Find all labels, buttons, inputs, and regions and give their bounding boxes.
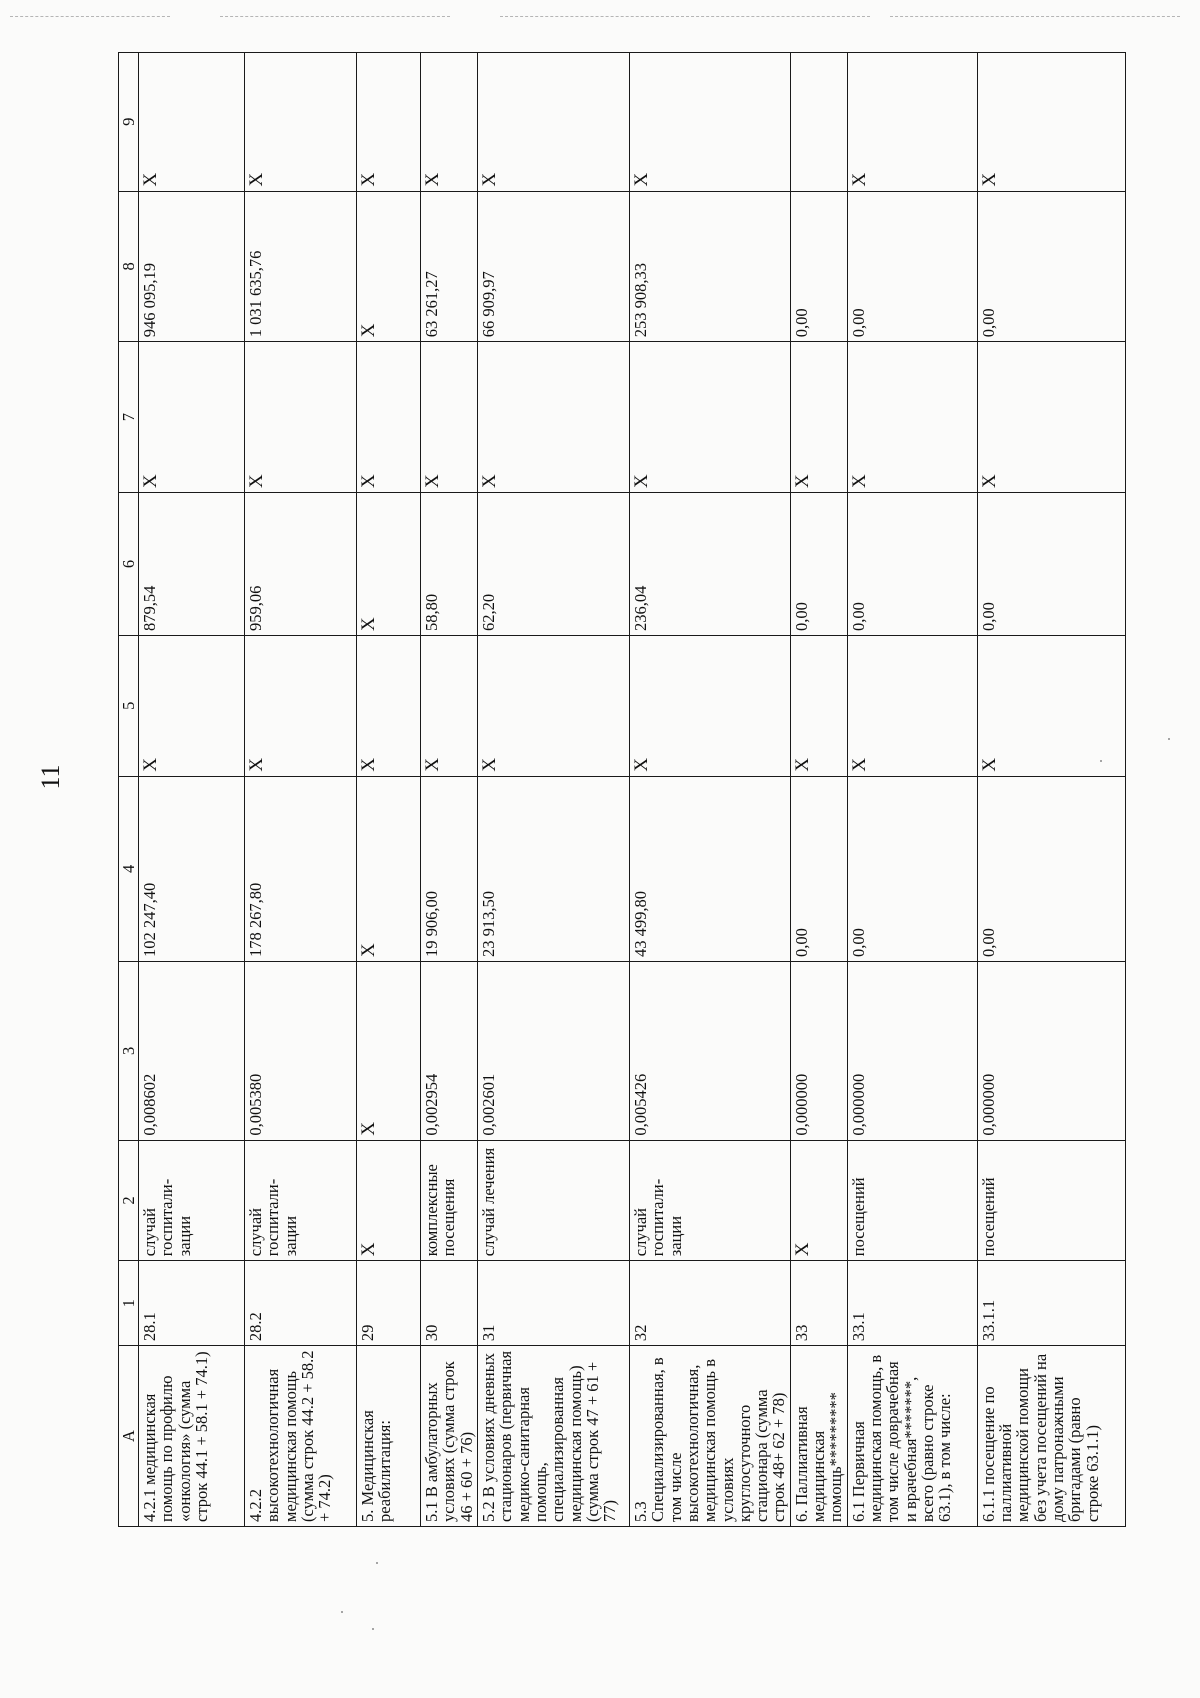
- table-row: [477, 53, 629, 1527]
- cell-volume-norm: X: [357, 962, 421, 1141]
- cell-line-number: 33.1.1: [977, 1261, 1125, 1346]
- table-row: [421, 53, 478, 1527]
- cell-cost-per-unit: 178 267,80: [245, 776, 357, 961]
- cell-col-7: X: [139, 342, 245, 493]
- cell-description: 5.3 Специализированная, в том числе высокотехнологичная, медицинская помощь в условиях круглосуточного стационара (сумма строк 48+ 62 + 78): [629, 1346, 790, 1527]
- cell-col-5: X: [139, 635, 245, 776]
- cell-col-6: 62,20: [477, 493, 629, 636]
- cell-cost-per-unit: 43 499,80: [629, 776, 790, 961]
- cell-volume-norm: 0,005380: [245, 962, 357, 1141]
- cell-description: 5. Медицинская реабилитация:: [357, 1346, 421, 1527]
- cell-description: 5.2 В условиях дневных стационаров (первичная медико-санитарная помощь, специализированная медицинская помощь) (сумма строк 47 + 61 + 77): [477, 1346, 629, 1527]
- cell-col-6: 236,04: [629, 493, 790, 636]
- cell-col-9: X: [629, 53, 790, 192]
- column-header: 4: [119, 776, 139, 961]
- cell-col-9: [790, 53, 847, 192]
- table-row: [629, 53, 790, 1527]
- cell-col-7: X: [977, 342, 1125, 493]
- cell-col-5: X: [847, 635, 977, 776]
- cell-col-8: X: [357, 191, 421, 342]
- cell-line-number: 29: [357, 1261, 421, 1346]
- cell-unit: случай госпитали-зации: [629, 1140, 790, 1261]
- table-row: [245, 53, 357, 1527]
- cell-col-9: X: [977, 53, 1125, 192]
- cell-col-7: X: [847, 342, 977, 493]
- column-header: 9: [119, 53, 139, 192]
- cell-unit: X: [357, 1140, 421, 1261]
- cell-description: 6.1 Первичная медицинская помощь, в том числе доврачебная и врачебная*******, всего (равно строке 63.1), в том числе:: [847, 1346, 977, 1527]
- cell-line-number: 31: [477, 1261, 629, 1346]
- cell-unit: комплексные посещения: [421, 1140, 478, 1261]
- cell-unit: случай лечения: [477, 1140, 629, 1261]
- cell-col-8: 946 095,19: [139, 191, 245, 342]
- column-header: A: [119, 1346, 139, 1527]
- table-row: [139, 53, 245, 1527]
- cell-col-6: X: [357, 493, 421, 636]
- cell-col-7: X: [629, 342, 790, 493]
- scan-speck: [1100, 760, 1102, 762]
- cell-volume-norm: 0,005426: [629, 962, 790, 1141]
- cell-col-7: X: [357, 342, 421, 493]
- scan-speck: [372, 1628, 374, 1630]
- cell-description: 6. Паллиативная медицинская помощь*********: [790, 1346, 847, 1527]
- column-header: 8: [119, 191, 139, 342]
- cell-col-5: X: [477, 635, 629, 776]
- column-header: 2: [119, 1140, 139, 1261]
- cell-line-number: 33: [790, 1261, 847, 1346]
- cell-col-6: 0,00: [977, 493, 1125, 636]
- cell-col-5: X: [245, 635, 357, 776]
- cell-col-5: X: [790, 635, 847, 776]
- cell-col-9: X: [847, 53, 977, 192]
- cell-description: 4.2.2 высокотехнологичная медицинская помощь (сумма строк 44.2 + 58.2 + 74.2): [245, 1346, 357, 1527]
- scan-speck: [1168, 738, 1170, 740]
- cell-col-6: 0,00: [790, 493, 847, 636]
- cell-col-9: X: [245, 53, 357, 192]
- cell-col-6: 879,54: [139, 493, 245, 636]
- cell-col-8: 0,00: [847, 191, 977, 342]
- scan-speck: [376, 1562, 378, 1564]
- rotated-table-container: [118, 52, 1102, 1527]
- cell-col-7: X: [245, 342, 357, 493]
- data-table: [118, 52, 1126, 1527]
- cell-unit: случай госпитали-зации: [245, 1140, 357, 1261]
- cell-volume-norm: 0,002954: [421, 962, 478, 1141]
- column-header: 7: [119, 342, 139, 493]
- cell-col-8: 66 909,97: [477, 191, 629, 342]
- cell-cost-per-unit: 23 913,50: [477, 776, 629, 961]
- cell-description: 4.2.1 медицинская помощь по профилю «онкология» (сумма строк 44.1 + 58.1 + 74.1): [139, 1346, 245, 1527]
- cell-col-5: X: [357, 635, 421, 776]
- cell-cost-per-unit: 102 247,40: [139, 776, 245, 961]
- cell-col-8: 0,00: [977, 191, 1125, 342]
- cell-col-5: X: [629, 635, 790, 776]
- cell-col-9: X: [357, 53, 421, 192]
- cell-volume-norm: 0,002601: [477, 962, 629, 1141]
- cell-col-6: 959,06: [245, 493, 357, 636]
- cell-unit: случай госпитали-зации: [139, 1140, 245, 1261]
- column-header: 3: [119, 962, 139, 1141]
- scan-speck: [341, 1611, 343, 1613]
- cell-line-number: 32: [629, 1261, 790, 1346]
- page-number: 11: [36, 764, 65, 790]
- cell-cost-per-unit: 0,00: [847, 776, 977, 961]
- cell-volume-norm: 0,000000: [847, 962, 977, 1141]
- column-header: 1: [119, 1261, 139, 1346]
- cell-col-8: 0,00: [790, 191, 847, 342]
- scan-edge-line: [890, 16, 1180, 17]
- cell-cost-per-unit: 0,00: [790, 776, 847, 961]
- cell-volume-norm: 0,000000: [790, 962, 847, 1141]
- cell-cost-per-unit: 0,00: [977, 776, 1125, 961]
- cell-col-7: X: [477, 342, 629, 493]
- scan-edge-line: [500, 16, 870, 17]
- column-header: 6: [119, 493, 139, 636]
- cell-col-8: 1 031 635,76: [245, 191, 357, 342]
- cell-col-6: 58,80: [421, 493, 478, 636]
- cell-col-8: 63 261,27: [421, 191, 478, 342]
- cell-col-9: X: [477, 53, 629, 192]
- cell-unit: посещений: [847, 1140, 977, 1261]
- cell-unit: X: [790, 1140, 847, 1261]
- cell-line-number: 28.2: [245, 1261, 357, 1346]
- cell-line-number: 28.1: [139, 1261, 245, 1346]
- cell-col-6: 0,00: [847, 493, 977, 636]
- cell-description: 5.1 В амбулаторных условиях (сумма строк 46 + 60 + 76): [421, 1346, 478, 1527]
- cell-col-8: 253 908,33: [629, 191, 790, 342]
- cell-unit: посещений: [977, 1140, 1125, 1261]
- cell-col-5: X: [977, 635, 1125, 776]
- cell-line-number: 30: [421, 1261, 478, 1346]
- cell-col-9: X: [421, 53, 478, 192]
- header-row: [119, 53, 139, 1527]
- table-row: [847, 53, 977, 1527]
- scan-edge-line: [10, 16, 170, 17]
- cell-col-5: X: [421, 635, 478, 776]
- scan-edge-line: [220, 16, 450, 17]
- column-header: 5: [119, 635, 139, 776]
- table-row: [357, 53, 421, 1527]
- table-row: [790, 53, 847, 1527]
- table-row: [977, 53, 1125, 1527]
- cell-cost-per-unit: X: [357, 776, 421, 961]
- cell-volume-norm: 0,000000: [977, 962, 1125, 1141]
- cell-col-7: X: [790, 342, 847, 493]
- cell-description: 6.1.1 посещение по паллиативной медицинской помощи без учета посещений на дому патронажными бригадами (равно строке 63.1.1): [977, 1346, 1125, 1527]
- cell-cost-per-unit: 19 906,00: [421, 776, 478, 961]
- cell-line-number: 33.1: [847, 1261, 977, 1346]
- cell-volume-norm: 0,008602: [139, 962, 245, 1141]
- cell-col-9: X: [139, 53, 245, 192]
- cell-col-7: X: [421, 342, 478, 493]
